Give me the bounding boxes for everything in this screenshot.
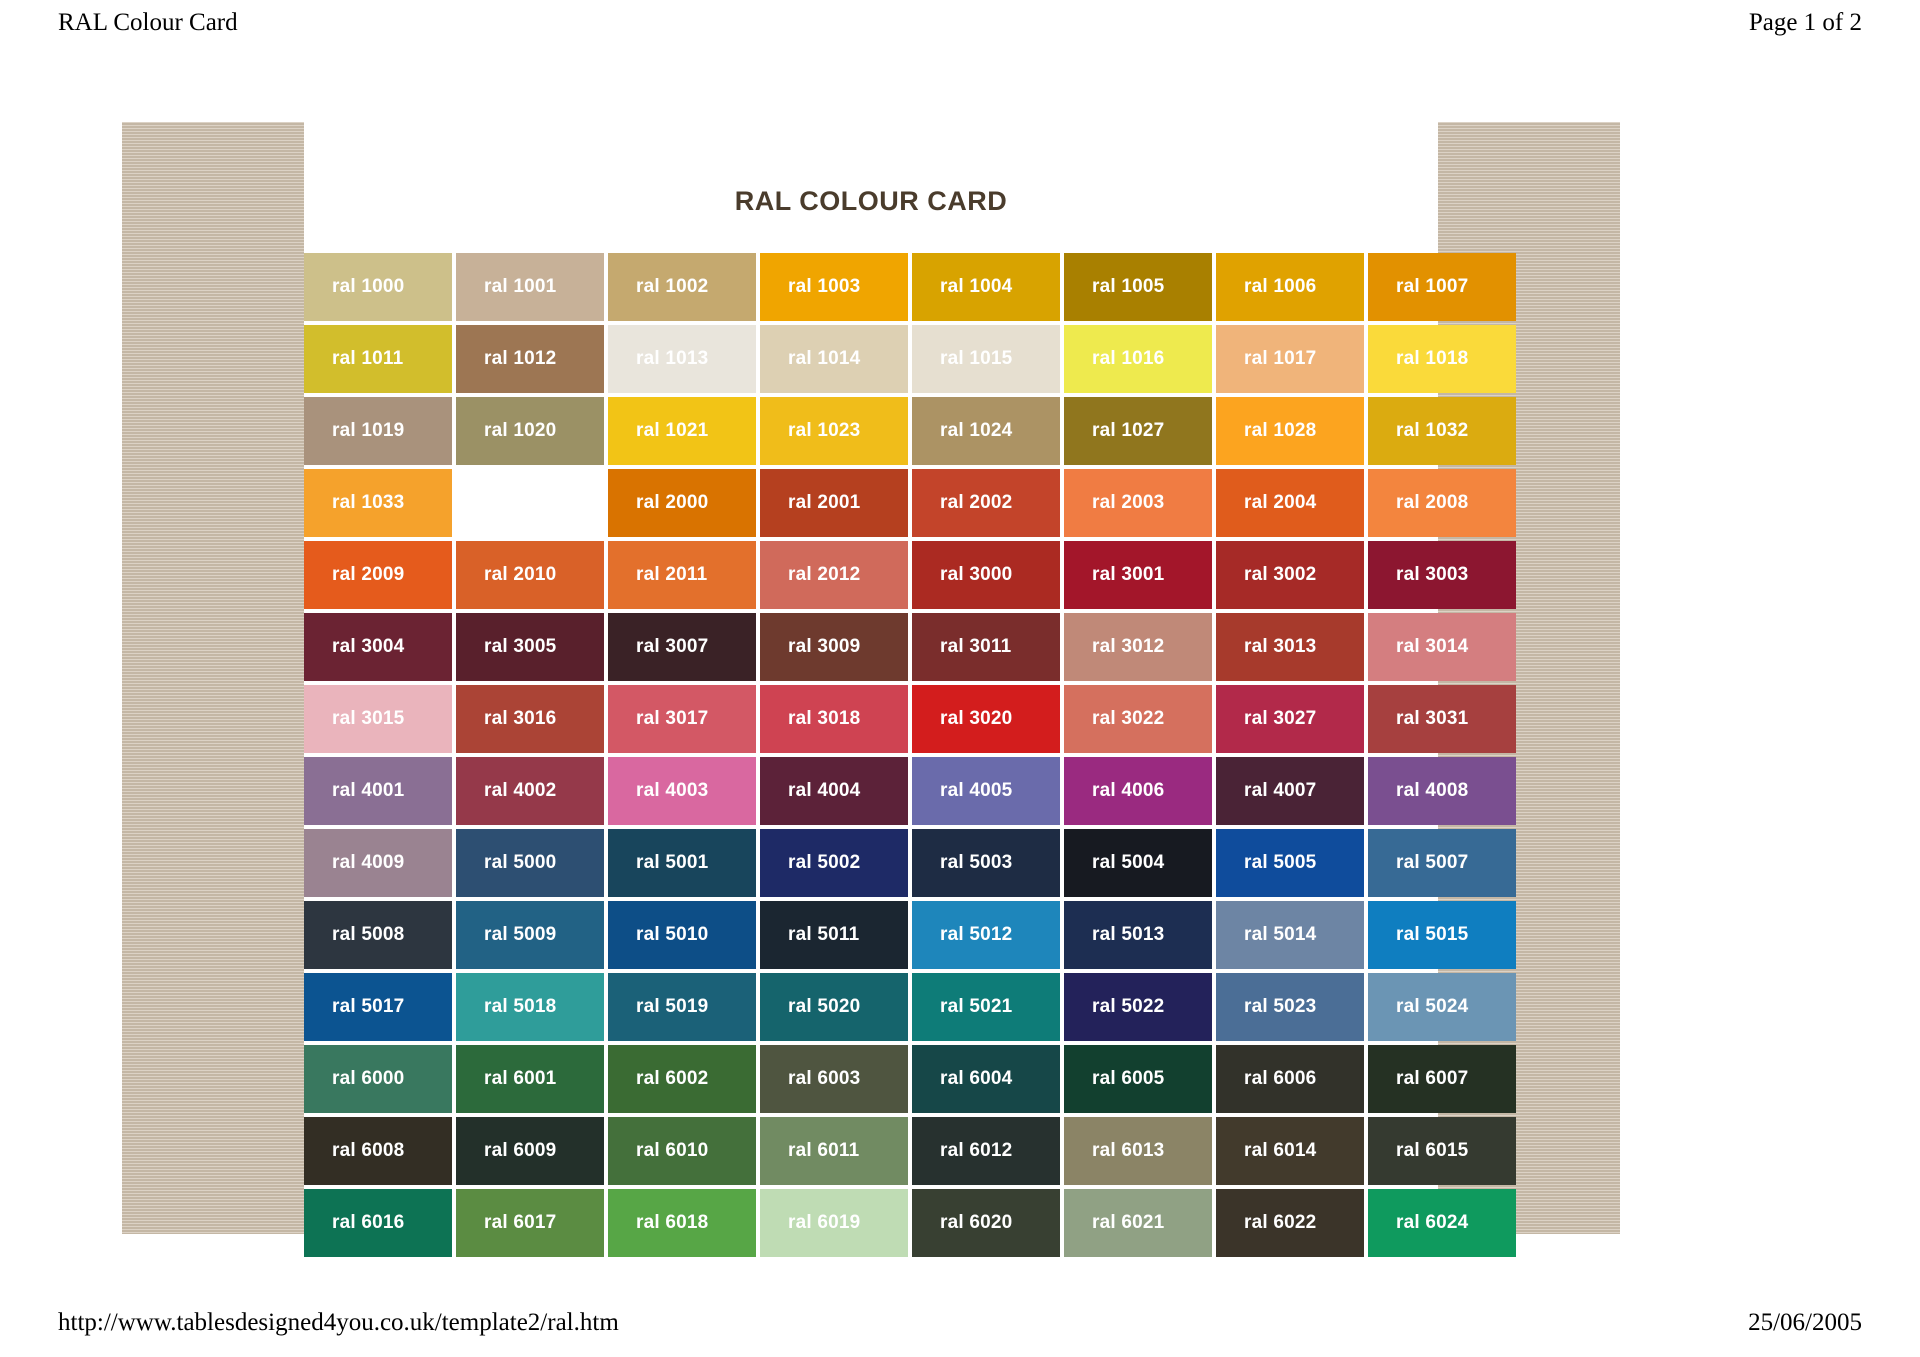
colour-swatch (456, 829, 604, 897)
colour-swatch (1064, 1189, 1212, 1257)
colour-swatch (304, 613, 452, 681)
colour-swatch (1368, 757, 1516, 825)
colour-swatch-label: ral 4004 (788, 780, 861, 801)
colour-swatch-label: ral 1023 (788, 420, 861, 441)
colour-swatch (1216, 541, 1364, 609)
colour-swatch (304, 253, 452, 321)
colour-swatch-label: ral 4001 (332, 780, 405, 801)
colour-swatch-label: ral 2002 (940, 492, 1013, 513)
colour-swatch (608, 613, 756, 681)
colour-swatch (1368, 541, 1516, 609)
colour-swatch-grid (304, 253, 1516, 1257)
colour-swatch (760, 253, 908, 321)
card-content (304, 122, 1469, 1234)
colour-swatch-label: ral 1021 (636, 420, 709, 441)
colour-swatch-label: ral 4005 (940, 780, 1013, 801)
colour-swatch (304, 1117, 452, 1185)
colour-swatch (1064, 685, 1212, 753)
colour-swatch-label: ral 5007 (1396, 852, 1469, 873)
colour-swatch (1216, 1189, 1364, 1257)
colour-swatch (608, 829, 756, 897)
colour-swatch-label: ral 5023 (1244, 996, 1317, 1017)
colour-swatch-label: ral 1001 (484, 276, 557, 297)
colour-swatch (1064, 541, 1212, 609)
colour-swatch (760, 685, 908, 753)
colour-swatch-label: ral 6004 (940, 1068, 1013, 1089)
colour-swatch (456, 325, 604, 393)
colour-swatch-label: ral 1012 (484, 348, 557, 369)
colour-swatch-label: ral 3022 (1092, 708, 1165, 729)
colour-swatch (760, 541, 908, 609)
colour-swatch (1368, 1117, 1516, 1185)
colour-swatch (1368, 397, 1516, 465)
colour-swatch (1216, 973, 1364, 1041)
colour-swatch (912, 1117, 1060, 1185)
colour-swatch-label: ral 6017 (484, 1212, 557, 1233)
colour-swatch (1064, 397, 1212, 465)
colour-swatch-label: ral 1018 (1396, 348, 1469, 369)
colour-swatch-label: ral 1020 (484, 420, 557, 441)
colour-swatch (1368, 613, 1516, 681)
colour-swatch (912, 469, 1060, 537)
colour-swatch-label: ral 1013 (636, 348, 709, 369)
colour-swatch (760, 1045, 908, 1113)
colour-swatch (304, 757, 452, 825)
colour-swatch (760, 469, 908, 537)
colour-swatch-label: ral 5013 (1092, 924, 1165, 945)
colour-swatch (456, 397, 604, 465)
colour-swatch-label: ral 6006 (1244, 1068, 1317, 1089)
colour-swatch (456, 973, 604, 1041)
colour-swatch (912, 901, 1060, 969)
colour-swatch (304, 901, 452, 969)
colour-swatch-label: ral 6003 (788, 1068, 861, 1089)
colour-swatch (1368, 253, 1516, 321)
colour-swatch (456, 613, 604, 681)
print-header (0, 0, 1920, 46)
print-footer-date: 25/06/2005 (1748, 1309, 1862, 1336)
colour-swatch-label: ral 3002 (1244, 564, 1317, 585)
colour-swatch (760, 1189, 908, 1257)
colour-swatch-label: ral 2009 (332, 564, 405, 585)
colour-swatch-label: ral 1007 (1396, 276, 1469, 297)
colour-swatch-label: ral 5014 (1244, 924, 1317, 945)
colour-swatch (608, 325, 756, 393)
colour-swatch-label: ral 4009 (332, 852, 405, 873)
colour-swatch-label: ral 3007 (636, 636, 709, 657)
colour-swatch-label: ral 6022 (1244, 1212, 1317, 1233)
colour-swatch-label: ral 1016 (1092, 348, 1165, 369)
colour-swatch-label: ral 4002 (484, 780, 557, 801)
colour-swatch-label: ral 2011 (636, 564, 708, 585)
colour-swatch-label: ral 3001 (1092, 564, 1165, 585)
ral-colour-card-document (122, 122, 1620, 1234)
colour-swatch-label: ral 6015 (1396, 1140, 1469, 1161)
colour-swatch-label: ral 5004 (1092, 852, 1165, 873)
colour-swatch-label: ral 3013 (1244, 636, 1317, 657)
colour-swatch (304, 685, 452, 753)
colour-swatch (456, 1045, 604, 1113)
colour-swatch-label: ral 6001 (484, 1068, 557, 1089)
colour-swatch (1216, 613, 1364, 681)
colour-swatch (1368, 685, 1516, 753)
colour-swatch (760, 973, 908, 1041)
colour-swatch-label: ral 5020 (788, 996, 861, 1017)
colour-swatch (760, 829, 908, 897)
colour-swatch (1216, 685, 1364, 753)
colour-swatch (608, 253, 756, 321)
colour-swatch (1368, 325, 1516, 393)
colour-swatch (912, 541, 1060, 609)
colour-swatch-label: ral 3014 (1396, 636, 1469, 657)
colour-swatch (912, 1045, 1060, 1113)
page-title: RAL COLOUR CARD (734, 186, 1008, 216)
colour-swatch-label: ral 3020 (940, 708, 1013, 729)
colour-swatch (912, 973, 1060, 1041)
colour-swatch-label: ral 6013 (1092, 1140, 1165, 1161)
colour-swatch-label: ral 2008 (1396, 492, 1469, 513)
colour-swatch (456, 469, 604, 537)
colour-swatch-label: ral 1027 (1092, 420, 1165, 441)
colour-swatch (1368, 829, 1516, 897)
colour-swatch-label: ral 3027 (1244, 708, 1317, 729)
colour-swatch (1064, 757, 1212, 825)
colour-swatch-label: ral 1019 (332, 420, 405, 441)
colour-swatch (1216, 757, 1364, 825)
colour-swatch-label: ral 1015 (940, 348, 1013, 369)
colour-swatch (1216, 829, 1364, 897)
colour-swatch (456, 757, 604, 825)
colour-swatch (608, 1189, 756, 1257)
colour-swatch-label: ral 4006 (1092, 780, 1165, 801)
colour-swatch-label: ral 2010 (484, 564, 557, 585)
colour-swatch-label: ral 5022 (1092, 996, 1165, 1017)
colour-swatch (1064, 1045, 1212, 1113)
colour-swatch (760, 1117, 908, 1185)
colour-swatch-label: ral 6007 (1396, 1068, 1469, 1089)
colour-swatch-label: ral 2000 (636, 492, 709, 513)
colour-swatch (304, 1189, 452, 1257)
colour-swatch-label: ral 5021 (940, 996, 1013, 1017)
colour-swatch (1216, 901, 1364, 969)
colour-swatch (608, 901, 756, 969)
colour-swatch-label: ral 3016 (484, 708, 557, 729)
colour-swatch (1368, 1045, 1516, 1113)
colour-swatch-label: ral 4008 (1396, 780, 1469, 801)
colour-swatch (760, 757, 908, 825)
colour-swatch (608, 1045, 756, 1113)
colour-swatch-label: ral 1011 (332, 348, 404, 369)
colour-swatch (1064, 325, 1212, 393)
colour-swatch (912, 757, 1060, 825)
colour-swatch-label: ral 6000 (332, 1068, 405, 1089)
colour-swatch (1064, 1117, 1212, 1185)
colour-swatch (760, 325, 908, 393)
colour-swatch-label: ral 5019 (636, 996, 709, 1017)
colour-swatch-label: ral 5005 (1244, 852, 1317, 873)
colour-swatch-label: ral 1028 (1244, 420, 1317, 441)
colour-swatch (1216, 469, 1364, 537)
colour-swatch-label: ral 5001 (636, 852, 709, 873)
colour-swatch (1368, 901, 1516, 969)
colour-swatch-label: ral 1017 (1244, 348, 1317, 369)
colour-swatch (304, 829, 452, 897)
colour-swatch (1064, 901, 1212, 969)
colour-swatch (304, 469, 452, 537)
colour-swatch-label: ral 5017 (332, 996, 405, 1017)
colour-swatch-label: ral 6009 (484, 1140, 557, 1161)
colour-swatch (608, 469, 756, 537)
colour-swatch (608, 397, 756, 465)
colour-swatch-label: ral 1032 (1396, 420, 1469, 441)
colour-swatch (912, 685, 1060, 753)
colour-swatch (1216, 325, 1364, 393)
colour-swatch (456, 1189, 604, 1257)
colour-swatch (1064, 973, 1212, 1041)
colour-swatch (456, 901, 604, 969)
colour-swatch-label: ral 6014 (1244, 1140, 1317, 1161)
colour-swatch-label: ral 1005 (1092, 276, 1165, 297)
colour-swatch-label: ral 6016 (332, 1212, 405, 1233)
colour-swatch (1064, 253, 1212, 321)
colour-swatch-label: ral 3015 (332, 708, 405, 729)
colour-swatch-label: ral 1004 (940, 276, 1013, 297)
colour-swatch-label: ral 2012 (788, 564, 861, 585)
colour-swatch-label: ral 5010 (636, 924, 709, 945)
colour-swatch (1216, 397, 1364, 465)
colour-swatch (760, 613, 908, 681)
colour-swatch-label: ral 3003 (1396, 564, 1469, 585)
colour-swatch-label: ral 5012 (940, 924, 1013, 945)
print-footer-url: http://www.tablesdesigned4you.co.uk/template2/ral.htm (58, 1309, 619, 1336)
colour-swatch-label: ral 2004 (1244, 492, 1317, 513)
colour-swatch-label: ral 6012 (940, 1140, 1013, 1161)
colour-swatch (608, 973, 756, 1041)
print-header-title: RAL Colour Card (58, 9, 238, 36)
colour-swatch-label: ral 5011 (788, 924, 860, 945)
colour-swatch (912, 397, 1060, 465)
left-decorative-band (122, 122, 304, 1234)
colour-swatch (912, 253, 1060, 321)
colour-swatch (304, 325, 452, 393)
print-footer (0, 1303, 1920, 1343)
colour-swatch (456, 541, 604, 609)
colour-swatch (608, 685, 756, 753)
colour-swatch-label: ral 4003 (636, 780, 709, 801)
colour-swatch-label: ral 6010 (636, 1140, 709, 1161)
colour-swatch (1216, 1045, 1364, 1113)
colour-swatch-label: ral 5002 (788, 852, 861, 873)
colour-swatch-label: ral 1003 (788, 276, 861, 297)
colour-swatch-label: ral 1014 (788, 348, 861, 369)
colour-swatch (304, 1045, 452, 1113)
colour-swatch-label: ral 2001 (788, 492, 861, 513)
colour-swatch-label: ral 1000 (332, 276, 405, 297)
colour-swatch-label: ral 5008 (332, 924, 405, 945)
colour-swatch (304, 541, 452, 609)
colour-swatch (912, 325, 1060, 393)
colour-swatch (608, 1117, 756, 1185)
colour-swatch-label: ral 6019 (788, 1212, 861, 1233)
colour-swatch-label: ral 1024 (940, 420, 1013, 441)
colour-swatch (1368, 973, 1516, 1041)
colour-swatch (456, 685, 604, 753)
colour-swatch (456, 253, 604, 321)
colour-swatch-label: ral 1034 (484, 492, 557, 513)
colour-swatch-label: ral 5009 (484, 924, 557, 945)
colour-swatch-label: ral 6024 (1396, 1212, 1469, 1233)
print-header-page-number: Page 1 of 2 (1748, 9, 1862, 36)
colour-swatch-label: ral 3017 (636, 708, 709, 729)
colour-swatch (912, 1189, 1060, 1257)
colour-swatch-label: ral 5015 (1396, 924, 1469, 945)
colour-swatch (1216, 1117, 1364, 1185)
colour-swatch (1064, 829, 1212, 897)
colour-swatch-label: ral 3011 (940, 636, 1012, 657)
colour-swatch (1064, 613, 1212, 681)
colour-swatch-label: ral 2003 (1092, 492, 1165, 513)
colour-swatch-label: ral 3012 (1092, 636, 1165, 657)
colour-swatch-label: ral 5024 (1396, 996, 1469, 1017)
colour-swatch (1216, 253, 1364, 321)
colour-swatch-label: ral 3005 (484, 636, 557, 657)
colour-swatch-label: ral 5003 (940, 852, 1013, 873)
colour-swatch-label: ral 1006 (1244, 276, 1317, 297)
colour-swatch-label: ral 6020 (940, 1212, 1013, 1233)
colour-swatch (912, 829, 1060, 897)
colour-swatch (304, 973, 452, 1041)
colour-swatch-label: ral 1033 (332, 492, 405, 513)
colour-swatch-label: ral 3009 (788, 636, 861, 657)
colour-swatch (760, 397, 908, 465)
colour-swatch (608, 757, 756, 825)
colour-swatch (760, 901, 908, 969)
colour-swatch (1368, 1189, 1516, 1257)
colour-swatch-label: ral 6011 (788, 1140, 860, 1161)
colour-swatch (1368, 469, 1516, 537)
colour-swatch (456, 1117, 604, 1185)
colour-swatch-label: ral 6002 (636, 1068, 709, 1089)
colour-swatch-label: ral 3000 (940, 564, 1013, 585)
colour-swatch-label: ral 5018 (484, 996, 557, 1017)
colour-swatch (608, 541, 756, 609)
colour-swatch-label: ral 3004 (332, 636, 405, 657)
colour-swatch-label: ral 3018 (788, 708, 861, 729)
colour-swatch-label: ral 6008 (332, 1140, 405, 1161)
colour-swatch (1064, 469, 1212, 537)
colour-swatch-label: ral 6005 (1092, 1068, 1165, 1089)
colour-swatch-label: ral 3031 (1396, 708, 1469, 729)
colour-swatch-label: ral 1002 (636, 276, 709, 297)
colour-swatch-label: ral 4007 (1244, 780, 1317, 801)
colour-swatch-label: ral 6018 (636, 1212, 709, 1233)
colour-swatch (912, 613, 1060, 681)
colour-swatch-label: ral 6021 (1092, 1212, 1165, 1233)
colour-swatch-label: ral 5000 (484, 852, 557, 873)
colour-swatch (304, 397, 452, 465)
